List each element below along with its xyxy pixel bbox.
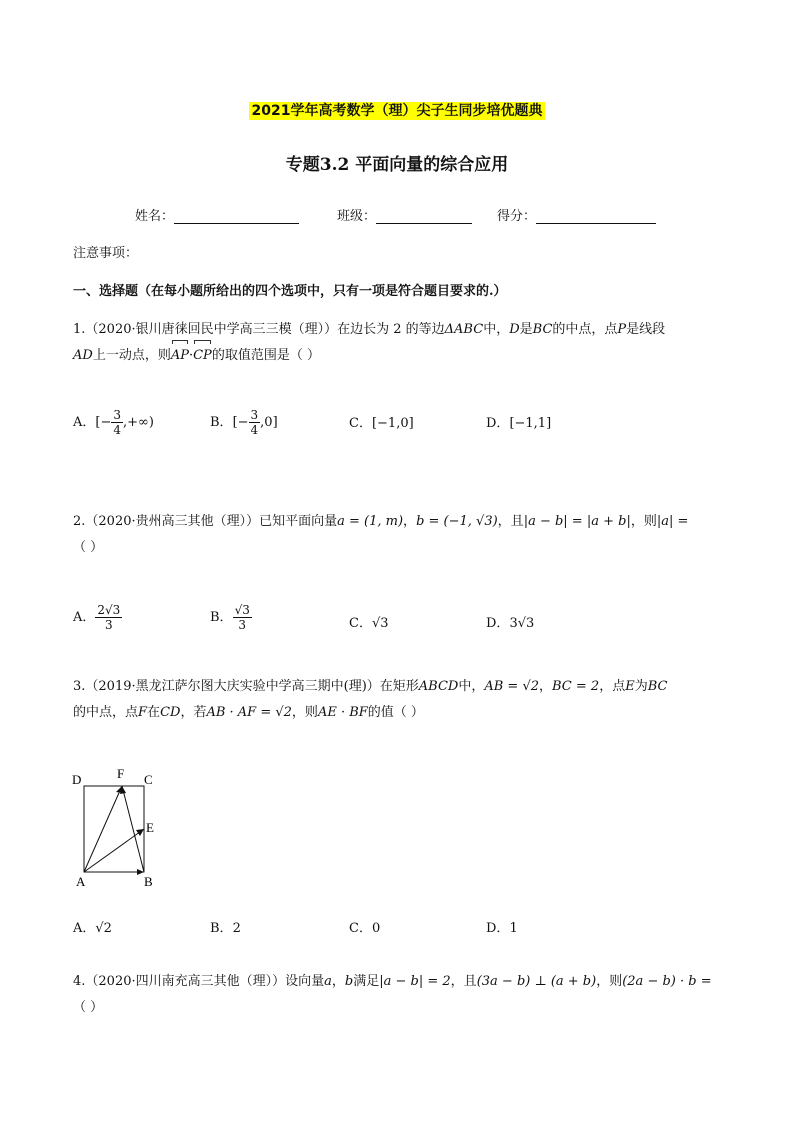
name-field	[135, 205, 299, 224]
q4-a: a	[324, 974, 332, 989]
q3-comma: ，	[539, 679, 553, 694]
q3-opt-d-val: 1	[509, 921, 518, 936]
q4-comma: ，	[331, 974, 345, 989]
q1-opt-b-v1: [−	[232, 415, 249, 430]
q1-text-f: 上一动点，则	[92, 348, 171, 363]
question-1	[73, 317, 733, 369]
q4-text-b: 满足	[353, 974, 380, 989]
figure-label-c: C	[144, 772, 153, 787]
q2-text-c: ，则	[630, 514, 657, 529]
q1-opt-a-v1: [−	[95, 415, 112, 430]
q1-opt-b-label: B．	[210, 415, 233, 430]
question-3	[73, 674, 733, 726]
banner-text: 2021学年高考数学（理）尖子生同步培优题典	[249, 102, 546, 120]
q1-option-a[interactable]	[73, 408, 154, 437]
q2-option-a[interactable]	[73, 603, 122, 632]
q1-dot: ·	[188, 348, 194, 363]
q2-opt-b-den: 3	[238, 618, 247, 632]
q3-text-b: 中，	[458, 679, 485, 694]
q3-text-f: 在	[147, 705, 161, 720]
q3-opt-c-label: C．	[349, 921, 372, 936]
q3-ab: AB = √2	[484, 679, 539, 694]
rectangle-figure	[64, 762, 174, 892]
q3-text-h: ，则	[291, 705, 318, 720]
q4-text-d: ，则	[596, 974, 623, 989]
q3-e: E	[625, 679, 635, 694]
q2-opt-d-label: D．	[486, 616, 510, 631]
q2-comma: ，	[403, 514, 417, 529]
q3-text-i: 的值（ ）	[367, 705, 424, 720]
q1-opt-a-den: 4	[113, 423, 121, 437]
header-banner	[0, 100, 794, 120]
name-label: 姓名：	[135, 209, 175, 224]
q2-opt-b-label: B．	[210, 610, 233, 625]
q4-ask: (2a − b) · b =	[622, 974, 712, 989]
figure-label-e: E	[146, 820, 154, 835]
q1-p: P	[617, 322, 627, 337]
score-label: 得分：	[497, 209, 537, 224]
figure-label-a: A	[76, 874, 86, 889]
q1-opt-c-val: [−1,0]	[371, 416, 414, 431]
q1-opt-b-v2: ,0]	[260, 415, 278, 430]
q2-text-a: 2.（2020·贵州高三其他（理））已知平面向量	[73, 514, 338, 529]
q3-bc2: BC	[647, 679, 668, 694]
q1-text-b: 中，	[483, 322, 510, 337]
score-blank	[536, 209, 656, 224]
q2-a-eq: a = (1, m)	[337, 514, 404, 529]
q2-opt-a-num: 2√3	[97, 603, 121, 617]
q4-text-e: （ ）	[73, 1000, 104, 1015]
q1-option-b[interactable]	[210, 408, 278, 437]
q1-opt-d-val: [−1,1]	[509, 416, 552, 431]
q1-text-e: 是线段	[626, 322, 666, 337]
q2-opt-a-label: A．	[73, 610, 96, 625]
q3-opt-a-val: √2	[95, 921, 112, 936]
q3-option-b[interactable]	[210, 917, 241, 936]
q2-opt-b-num: √3	[234, 603, 250, 617]
class-label: 班级：	[337, 209, 377, 224]
q1-opt-b-num: 3	[250, 408, 259, 422]
q3-option-a[interactable]	[73, 917, 112, 936]
q3-condition: AB · AF = √2	[206, 705, 292, 720]
q1-text-d: 的中点，点	[552, 322, 618, 337]
name-blank	[174, 209, 299, 224]
q2-opt-d-val: 3√3	[509, 616, 535, 631]
q4-condition-2: (3a − b) ⊥ (a + b)	[476, 974, 597, 989]
q1-opt-a-num: 3	[113, 408, 121, 422]
q2-result: |a| =	[656, 514, 689, 529]
q3-text-a: 3.（2019·黑龙江萨尔图大庆实验中学高三期中(理)）在矩形	[73, 679, 419, 694]
q2-opt-a-den: 3	[105, 618, 113, 632]
q3-opt-d-label: D．	[486, 921, 510, 936]
q2-option-d[interactable]	[486, 612, 534, 631]
question-4	[73, 969, 733, 1021]
q3-text-d: 为	[634, 679, 648, 694]
q3-text-g: ，若	[180, 705, 207, 720]
q3-bc: BC = 2	[552, 679, 600, 694]
q3-text-c: ，点	[599, 679, 626, 694]
figure-label-f: F	[117, 766, 125, 781]
q3-opt-b-label: B．	[210, 921, 233, 936]
figure-line-bf	[122, 786, 144, 872]
q1-option-c[interactable]	[349, 412, 414, 431]
q1-vector-cp: CP	[193, 343, 212, 369]
figure-label-d: D	[72, 772, 82, 787]
q3-option-c[interactable]	[349, 917, 380, 936]
q1-opt-a-v2: ,+∞)	[123, 415, 154, 430]
class-field	[337, 205, 472, 224]
notes-label: 注意事项：	[73, 246, 139, 261]
q1-opt-c-label: C．	[349, 416, 372, 431]
q1-text-g: 的取值范围是（ ）	[211, 348, 320, 363]
page-title: 专题3.2 平面向量的综合应用	[285, 155, 509, 175]
q1-opt-b-frac	[249, 408, 261, 437]
q4-text-a: 4.（2020·四川南充高三其他（理））设向量	[73, 974, 325, 989]
q2-opt-c-label: C．	[349, 616, 372, 631]
q1-bc: BC	[532, 322, 553, 337]
q3-opt-c-val: 0	[371, 921, 381, 936]
q1-opt-d-label: D．	[486, 416, 510, 431]
q2-text-b: ，且	[497, 514, 524, 529]
q2-condition: |a − b| = |a + b|	[523, 514, 631, 529]
q2-text-d: （ ）	[73, 540, 104, 555]
section-heading: 一、选择题（在每小题所给出的四个选项中，只有一项是符合题目要求的.）	[73, 284, 507, 299]
q4-text-c: ，且	[450, 974, 477, 989]
q1-text-a: 1.（2020·银川唐徕回民中学高三三模（理））在边长为 2 的等边	[73, 322, 445, 337]
q2-option-b[interactable]	[210, 603, 252, 632]
q3-option-d[interactable]	[486, 917, 518, 936]
question-2	[73, 509, 733, 561]
q1-vector-ap: AP	[171, 343, 189, 369]
q1-opt-a-label: A．	[73, 415, 96, 430]
q3-ask: AE · BF	[317, 705, 368, 720]
q1-option-d[interactable]	[486, 412, 551, 431]
class-blank	[376, 209, 472, 224]
figure-rectangle	[84, 786, 144, 872]
q4-b: b	[344, 974, 354, 989]
figure-line-af	[84, 786, 122, 872]
q3-text-e: 的中点，点	[73, 705, 139, 720]
figure-arrow-ae	[136, 829, 144, 836]
q1-text-c: 是	[519, 322, 533, 337]
q2-option-c[interactable]	[349, 612, 389, 631]
q2-b-eq: b = (−1, √3)	[416, 514, 498, 529]
q3-f: F	[138, 705, 148, 720]
score-field	[497, 205, 656, 224]
q1-opt-b-den: 4	[250, 423, 259, 437]
q3-opt-b-val: 2	[232, 921, 241, 936]
q1-ad: AD	[73, 348, 93, 363]
q2-opt-c-val: √3	[371, 616, 389, 631]
q4-condition-1: |a − b| = 2	[379, 974, 451, 989]
q1-d: D	[509, 322, 520, 337]
q2-opt-b-frac	[233, 603, 252, 632]
q3-cd: CD	[160, 705, 181, 720]
q3-abcd: ABCD	[418, 679, 459, 694]
q1-triangle: ΔABC	[444, 322, 484, 337]
q3-opt-a-label: A．	[73, 921, 96, 936]
q1-opt-a-frac	[111, 408, 123, 437]
figure-label-b: B	[144, 874, 153, 889]
q2-opt-a-frac	[95, 603, 122, 632]
